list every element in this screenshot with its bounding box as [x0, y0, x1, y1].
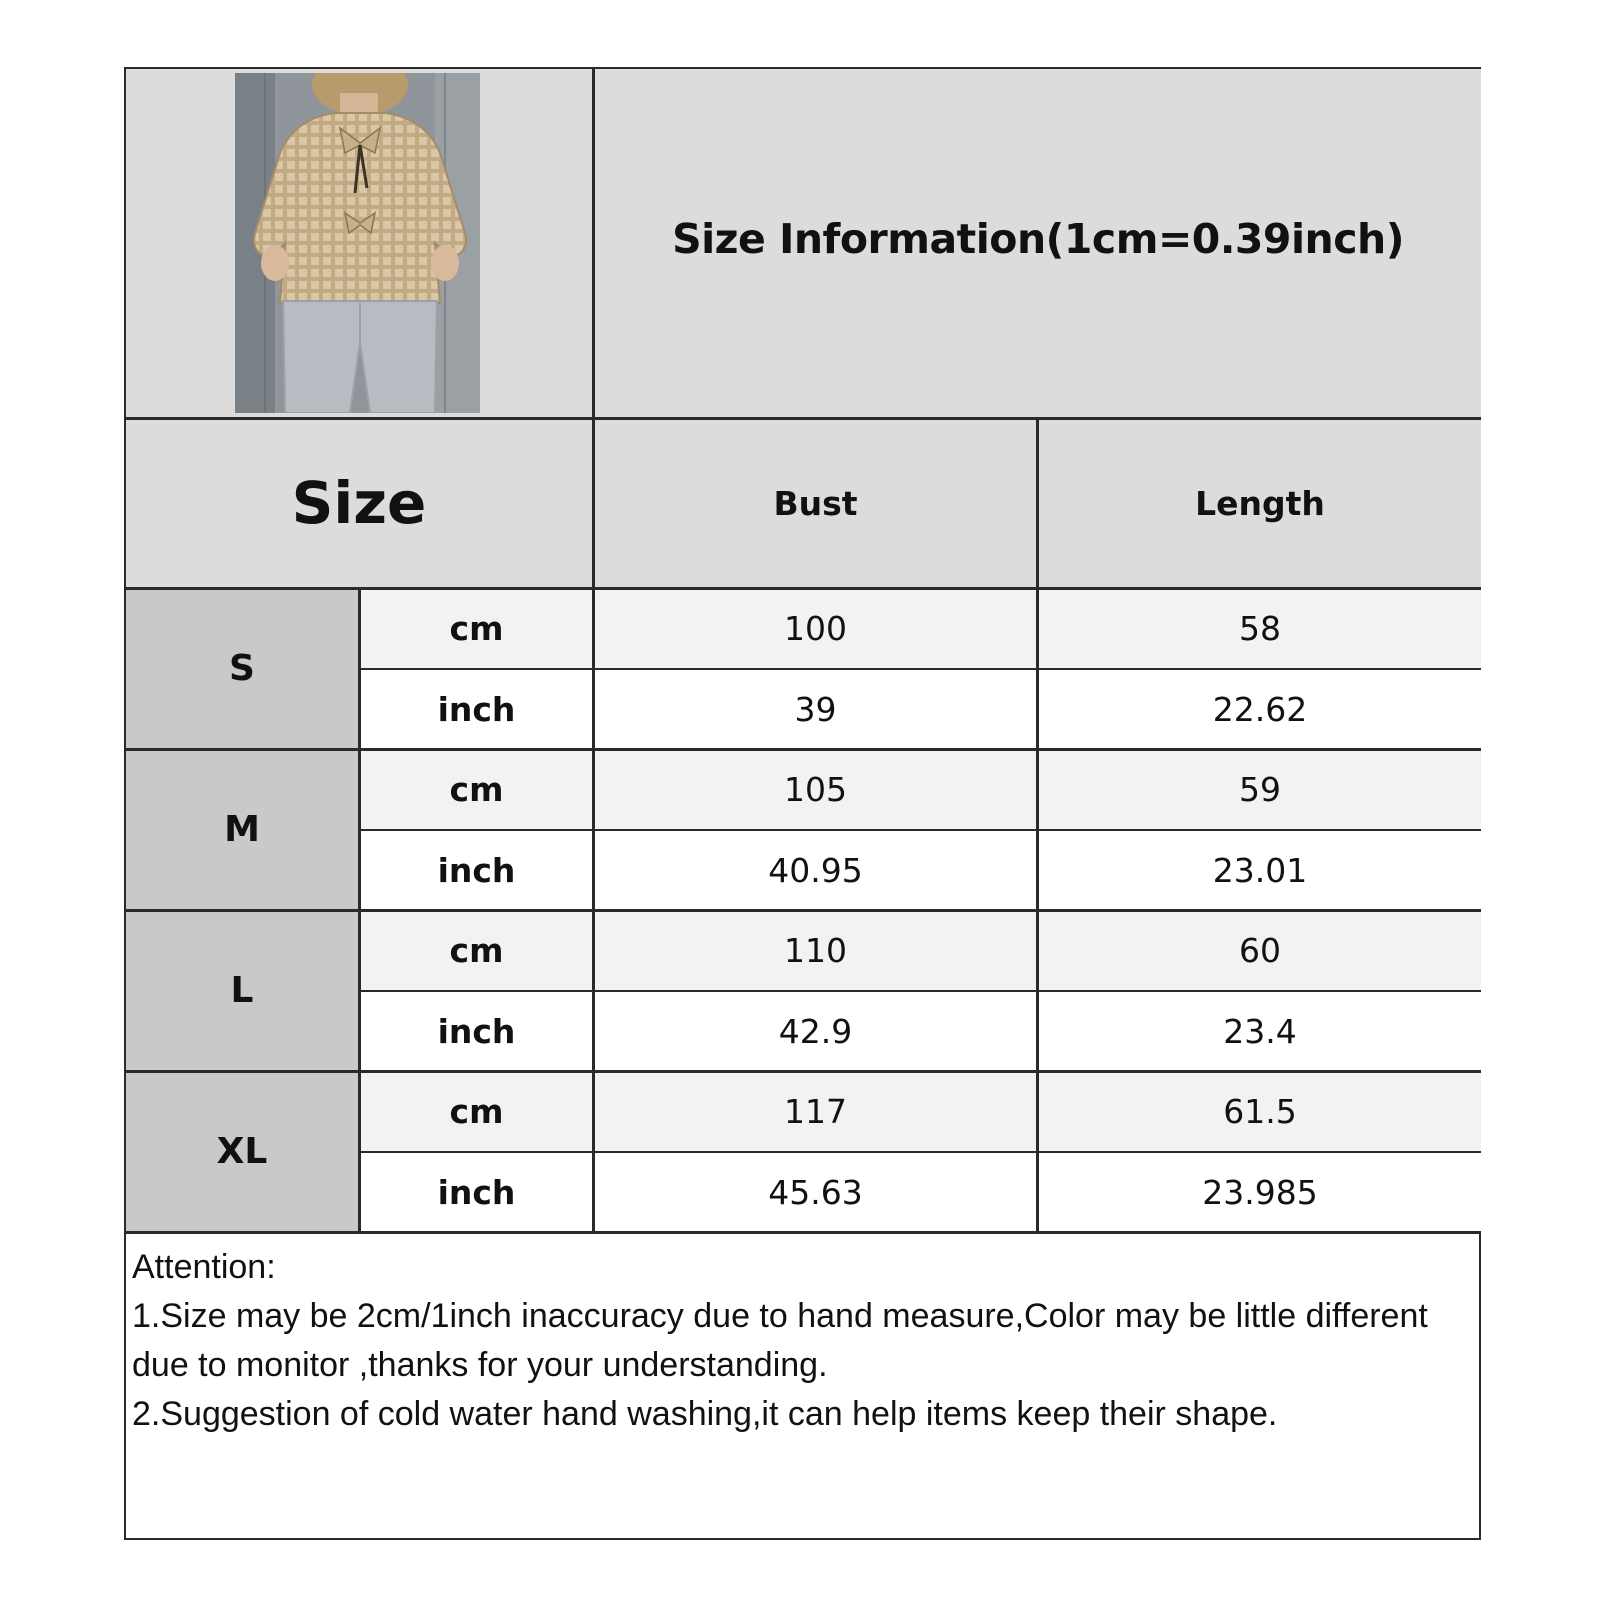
size-label: XL — [216, 1131, 268, 1172]
attention-heading: Attention: — [132, 1248, 276, 1286]
bust-value-cell — [595, 589, 1036, 668]
length-value-cell — [1039, 831, 1481, 909]
length-value: 59 — [1239, 770, 1281, 809]
model-photo-image — [235, 73, 480, 413]
grid-line — [126, 417, 1481, 420]
length-value: 23.985 — [1202, 1172, 1318, 1212]
length-value: 23.01 — [1212, 850, 1308, 890]
length-value-cell — [1039, 1072, 1481, 1151]
chart-title: Size Information(1cm=0.39inch) — [672, 215, 1404, 263]
title-cell — [595, 69, 1481, 417]
size-label: L — [230, 970, 254, 1011]
bust-value-cell — [595, 1072, 1036, 1151]
unit-label: cm — [449, 1092, 504, 1131]
unit-label: cm — [449, 609, 504, 648]
unit-label: inch — [437, 1011, 516, 1051]
unit-cell-inch — [361, 670, 592, 748]
size-cell-m — [126, 750, 358, 909]
grid-line — [126, 1231, 1481, 1234]
grid-line — [358, 668, 1481, 670]
bust-value: 100 — [784, 609, 847, 648]
size-header-cell — [126, 419, 592, 587]
grid-line — [592, 69, 595, 1233]
size-cell-xl — [126, 1072, 358, 1231]
length-value-cell — [1039, 670, 1481, 748]
size-label: S — [229, 648, 255, 689]
bust-value: 39 — [794, 689, 837, 729]
length-value: 60 — [1239, 931, 1281, 970]
grid-line — [358, 990, 1481, 992]
size-cell-l — [126, 911, 358, 1070]
unit-label: inch — [437, 689, 516, 729]
unit-cell-inch — [361, 1153, 592, 1231]
grid-line — [358, 829, 1481, 831]
bust-value: 117 — [784, 1092, 847, 1131]
bust-header-cell — [595, 419, 1036, 587]
unit-cell-cm — [361, 589, 592, 668]
length-value: 22.62 — [1212, 689, 1308, 729]
length-value-cell — [1039, 992, 1481, 1070]
size-label: M — [224, 809, 260, 850]
bust-value-cell — [595, 831, 1036, 909]
bust-value: 42.9 — [778, 1011, 853, 1051]
size-cell-s — [126, 589, 358, 748]
attention-line-1: 1.Size may be 2cm/1inch inaccuracy due to hand measure,Color may be little different due to monitor ,thanks for your understanding. — [132, 1297, 1428, 1384]
bust-value-cell — [595, 750, 1036, 829]
bust-value: 110 — [784, 931, 847, 970]
grid-line — [126, 748, 1481, 751]
grid-line — [358, 1151, 1481, 1153]
length-value: 23.4 — [1223, 1011, 1297, 1051]
unit-cell-cm — [361, 750, 592, 829]
bust-value-cell — [595, 670, 1036, 748]
unit-label: inch — [437, 850, 516, 890]
unit-label: cm — [449, 770, 504, 809]
attention-line-2: 2.Suggestion of cold water hand washing,it can help items keep their shape. — [132, 1395, 1278, 1433]
attention-note — [132, 1243, 1472, 1439]
bust-value: 40.95 — [768, 850, 863, 890]
bust-value-cell — [595, 1153, 1036, 1231]
length-value: 58 — [1239, 609, 1281, 648]
grid-line — [126, 1070, 1481, 1073]
length-value-cell — [1039, 589, 1481, 668]
bust-value: 45.63 — [768, 1172, 863, 1212]
unit-cell-inch — [361, 992, 592, 1070]
size-chart — [124, 67, 1481, 1540]
bust-value-cell — [595, 911, 1036, 990]
length-header: Length — [1195, 483, 1325, 523]
length-header-cell — [1039, 419, 1481, 587]
product-photo — [235, 73, 480, 413]
bust-header: Bust — [773, 483, 858, 523]
length-value-cell — [1039, 750, 1481, 829]
length-value: 61.5 — [1223, 1092, 1297, 1131]
grid-line — [126, 909, 1481, 912]
size-header: Size — [291, 469, 427, 537]
unit-cell-cm — [361, 1072, 592, 1151]
grid-line — [126, 587, 1481, 590]
unit-label: cm — [449, 931, 504, 970]
bust-value-cell — [595, 992, 1036, 1070]
length-value-cell — [1039, 1153, 1481, 1231]
unit-cell-inch — [361, 831, 592, 909]
unit-cell-cm — [361, 911, 592, 990]
grid-line — [1036, 417, 1039, 1233]
length-value-cell — [1039, 911, 1481, 990]
bust-value: 105 — [784, 770, 847, 809]
unit-label: inch — [437, 1172, 516, 1212]
